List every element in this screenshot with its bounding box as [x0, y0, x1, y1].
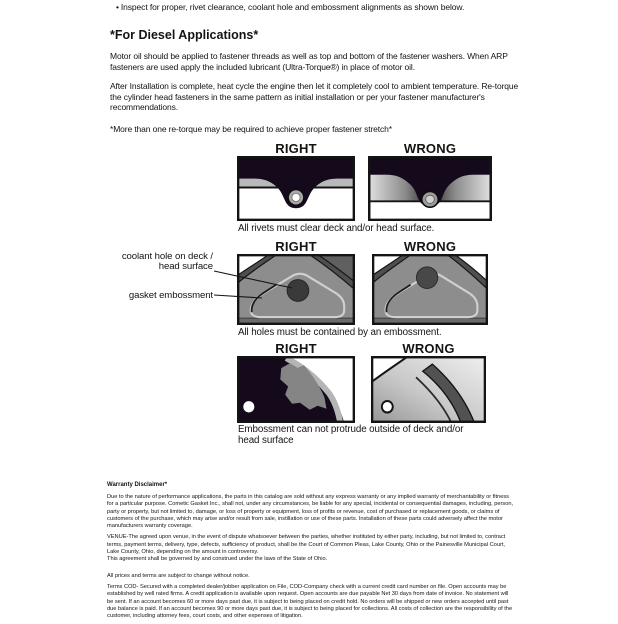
figure1-wrong-diagram [368, 156, 492, 221]
figure1-right-label: RIGHT [275, 141, 317, 156]
hole-outside-illustration [372, 254, 488, 325]
callout-leader-lines [212, 264, 300, 304]
warranty-governing-law: This agreement shall be governed by and construed under the laws of the State of Ohio. [107, 556, 328, 563]
embossment-protruding-illustration [371, 356, 486, 423]
inspect-bullet-item [110, 2, 522, 13]
figure3-wrong-diagram [371, 356, 486, 423]
figure3-right-diagram [237, 356, 355, 423]
motor-oil-paragraph: Motor oil should be applied to fastener threads as well as top and bottom of the fastener washers. When ARP fasteners are used apply the included lubricant (Ultra-Torque®) in place of motor oil. [110, 51, 508, 72]
figure2-right-label: RIGHT [275, 239, 317, 254]
rivet-touching-illustration [368, 156, 492, 221]
warranty-venue-paragraph: VENUE-The agreed upon venue, in the event of dispute whatsoever between the parties, whether instituted by either party, including, but not limited to, contract terms, payment terms, delivery, type, defects, sufficiency of product, shall be the Court of Common Pleas, Lake County, Ohio or the Painesville Municipal Court, Lake County, Ohio, depending on the amount in controversy. [107, 534, 506, 556]
gasket-embossment-callout: gasket embossment [128, 290, 213, 301]
warranty-prices-notice: All prices and terms are subject to change without notice. [107, 572, 250, 579]
inspect-bullet-text: Inspect for proper, rivet clearance, coolant hole and embossment alignments as shown below. [120, 2, 465, 12]
warranty-section [107, 482, 514, 624]
figure2-wrong-label: WRONG [403, 239, 457, 254]
instructions-section [110, 2, 522, 135]
figure3-right-label: RIGHT [275, 341, 317, 356]
figure3-caption: Embossment can not protrude outside of deck and/or head surface [238, 424, 464, 446]
fastener-stretch-note: *More than one re-torque may be required to achieve proper fastener stretch* [110, 123, 392, 134]
figure1-wrong-label: WRONG [403, 141, 457, 156]
warranty-heading: Warranty Disclaimer* [107, 482, 168, 488]
diesel-applications-heading: *For Diesel Applications* [110, 28, 259, 42]
coolant-hole-callout: coolant hole on deck / head surface [121, 251, 213, 272]
rivet-clear-illustration [237, 156, 355, 221]
retorque-paragraph: After Installation is complete, heat cycle the engine then let it completely cool to ambient temperature. Re-torque the cylinder head fasteners in the same pattern as initial installation or per your fastener manufacturer's recommendations. [110, 81, 519, 113]
figure1-right-diagram [237, 156, 355, 221]
embossment-inside-illustration [237, 356, 355, 423]
warranty-terms-paragraph: Terms COD- Secured with a completed dealer/jobber application on File, COD-Company check with a current credit card number on file. Open accounts may be established by well rated firms. A credit application is available upon request. Open accounts are due payable Net 30 days from date of invoice. No statement will be sent. If an account becomes 60 or more days past due, it is subject to being placed on credit hold. No orders will be shipped or new orders accepted until past due balance is paid. If an account becomes 90 or more days past due, it is subject to being placed for collections. All costs of collection are the responsibility of the customer, including attorney fees, court costs, and other expenses of litigation. [107, 583, 513, 620]
figure1-caption: All rivets must clear deck and/or head surface. [238, 223, 435, 234]
bullet-marker: • [116, 2, 119, 12]
figure2-wrong-diagram [372, 254, 488, 325]
figure3-wrong-label: WRONG [402, 341, 455, 356]
warranty-liability-paragraph: Due to the nature of performance applications, the parts in this catalog are sold without any express warranty or any implied warranty of merchantability or fitness for a particular purpose. Cometic Gasket Inc., shall not, under any circumstances, be liable for any special, incidental or consequential damages, including, person, party or property, but not limited to, damage, or loss of property or equipment, loss of profits or revenue, cost of purchased or replacement goods, or claims of customers of the purchase, which may arise and/or result from sale, instillation or use of these parts. Installation of these parts could adversely affect the motor manufacturers warranty coverage. [107, 494, 514, 530]
figure2-caption: All holes must be contained by an embossment. [238, 327, 442, 338]
